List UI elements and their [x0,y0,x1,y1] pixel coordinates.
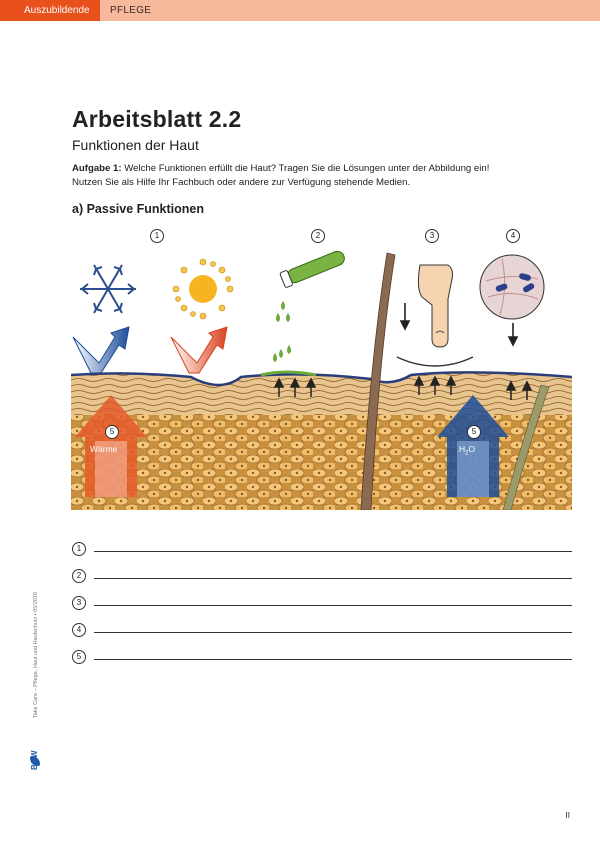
answer-number-1: 1 [72,542,86,556]
cold-reflect-arrow [73,327,129,373]
heat-reflect-arrow [171,327,227,373]
answer-number-4: 4 [72,623,86,637]
finger-icon [418,265,452,347]
water-label [459,444,475,457]
page-number: II [565,811,570,820]
snowflake-icon [80,265,136,313]
sun-icon [173,259,233,319]
task-text: Welche Funktionen erfüllt die Haut? Tragen Sie die Lösungen unter der Abbildung ein! Nutzen Sie als Hilfe Ihr Fachbuch oder andere zur Verfügung stehende Medien. [72,163,490,188]
subject-tab: PFLEGE [110,5,152,16]
answer-line-3[interactable] [94,605,572,606]
page-title: Arbeitsblatt 2.2 [72,106,242,132]
figure-number-5-heat: 5 [105,425,119,439]
answer-number-2: 2 [72,569,86,583]
side-footer-text: Take Care – Pflege, Haut und Hautschutz • 05/2016 [33,591,39,718]
water-label-o: O [468,444,476,454]
figure-number-3: 3 [425,229,439,243]
test-tube-icon [280,248,347,288]
answer-line-2[interactable] [94,578,572,579]
answer-number-5: 5 [72,650,86,664]
audience-tab: Auszubildende [0,0,100,21]
page-subtitle: Funktionen der Haut [72,137,199,153]
answer-line-5[interactable] [94,659,572,660]
microbes-icon [480,255,544,319]
heat-label: Wärme [90,444,118,454]
droplets-icon [273,301,291,362]
water-label-h: H [459,444,466,454]
figure-number-2: 2 [311,229,325,243]
answer-line-1[interactable] [94,551,572,552]
figure-number-1: 1 [150,229,164,243]
section-title: a) Passive Funktionen [72,202,204,216]
answer-line-4[interactable] [94,632,572,633]
bgw-logo: BGW [30,750,39,770]
water-label-sub: 2 [465,450,469,457]
task-label: Aufgabe 1: [72,163,122,174]
answer-number-3: 3 [72,596,86,610]
skin-illustration [71,245,572,510]
task-instructions [72,162,492,190]
figure-number-4: 4 [506,229,520,243]
figure-number-5-water: 5 [467,425,481,439]
epidermis-layer [71,372,572,415]
pressure-arc [397,357,473,366]
